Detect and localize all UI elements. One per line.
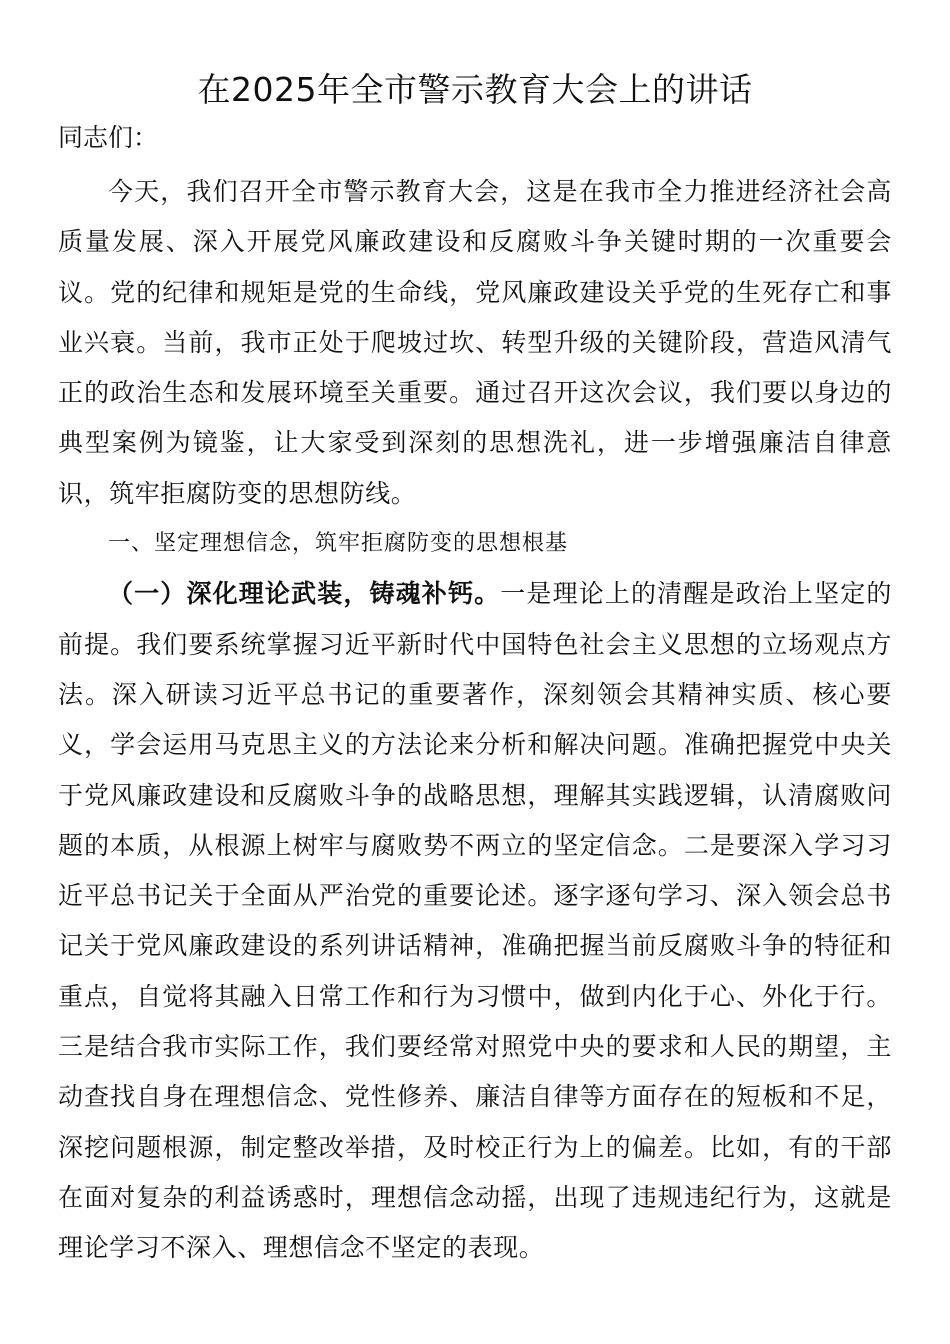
intro-paragraph: 今天，我们召开全市警示教育大会，这是在我市全力推进经济社会高质量发展、深入开展党风廉政建设和反腐败斗争关键时期的一次重要会议。党的纪律和规矩是党的生命线，党风廉政建设关乎党的生死存亡和事业兴衰。当前，我市正处于爬坡过坎、转型升级的关键阶段，营造风清气正的政治生态和发展环境至关重要。通过召开这次会议，我们要以身边的典型案例为镜鉴，让大家受到深刻的思想洗礼，进一步增强廉洁自律意识，筑牢拒腐防变的思想防线。 [58,177,892,508]
subsection-1-body: 一是理论上的清醒是政治上坚定的前提。我们要系统掌握习近平新时代中国特色社会主义思想的立场观点方法。深入研读习近平总书记的重要著作，深刻领会其精神实质、核心要义，学会运用马克思主义的方法论来分析和解决问题。准确把握党中央关于党风廉政建设和反腐败斗争的战略思想，理解其实践逻辑，认清腐败问题的本质，从根源上树牢与腐败势不两立的坚定信念。二是要深入学习习近平总书记关于全面从严治党的重要论述。逐字逐句学习、深入领会总书记关于党风廉政建设的系列讲话精神，准确把握当前反腐败斗争的特征和重点，自觉将其融入日常工作和行为习惯中，做到内化于心、外化于行。三是结合我市实际工作，我们要经常对照党中央的要求和人民的期望，主动查找自身在理想信念、党性修养、廉洁自律等方面存在的短板和不足，深挖问题根源，制定整改举措，及时校正行为上的偏差。比如，有的干部在面对复杂的利益诱惑时，理想信念动摇，出现了违规违纪行为，这就是理论学习不深入、理想信念不坚定的表现。 [58,579,892,1263]
section-1-heading: 一、坚定理想信念，筑牢拒腐防变的思想根基 [108,531,569,557]
subsection-1-lead: （一）深化理论武装，铸魂补钙。 [108,579,501,609]
document-title: 在2025年全市警示教育大会上的讲话 [197,70,753,109]
document-body [58,167,892,1274]
subsection-1-paragraph [58,569,892,1273]
salutation: 同志们： [58,123,159,152]
